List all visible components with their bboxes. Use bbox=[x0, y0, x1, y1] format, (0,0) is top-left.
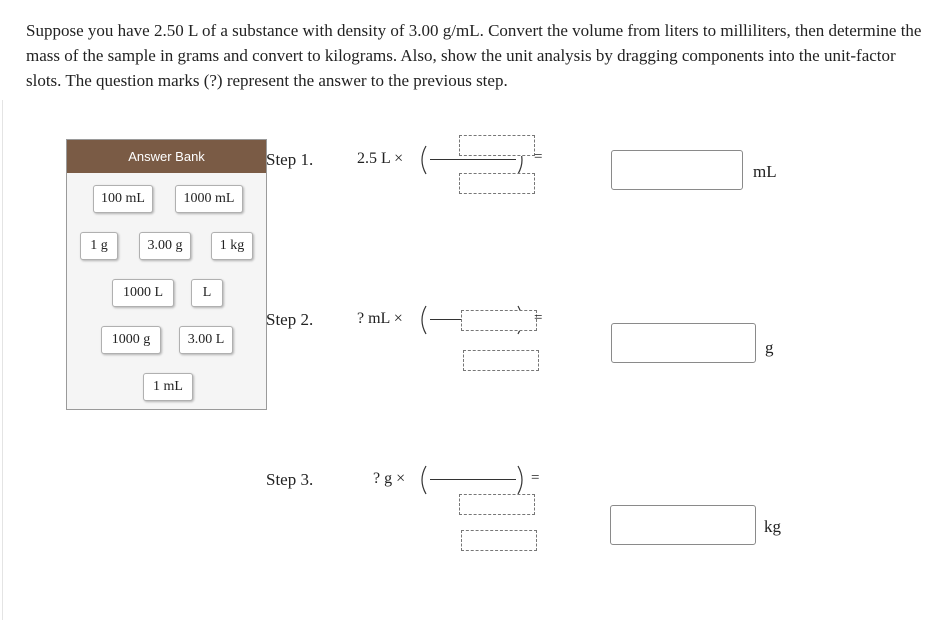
step-1-equals: = bbox=[534, 149, 543, 165]
step-3-fraction-bar bbox=[430, 479, 516, 480]
question-text: Suppose you have 2.50 L of a substance with density of 3.00 g/mL. Convert the volume from liters to milliliters, then determine the mass of the sample in grams and convert to kilograms. Also, show the unit analysis by dragging components into the unit-factor slots. The question marks (?) represent the answer to the previous step. bbox=[26, 21, 922, 90]
step-3-expression: ? g × bbox=[373, 470, 406, 487]
step-1-label: Step 1. bbox=[266, 150, 314, 169]
step-1-left-paren bbox=[417, 145, 429, 175]
chip-1-g[interactable]: 1 g bbox=[80, 232, 118, 260]
step-1-denominator-slot[interactable] bbox=[459, 173, 535, 194]
chip-3-00-l[interactable]: 3.00 L bbox=[179, 326, 233, 354]
step-1-numerator-slot[interactable] bbox=[459, 135, 535, 156]
answer-bank bbox=[66, 139, 267, 410]
step-1-answer-input[interactable] bbox=[611, 150, 743, 190]
chip-1000-l[interactable]: 1000 L bbox=[112, 279, 174, 307]
chip-1000-g[interactable]: 1000 g bbox=[101, 326, 161, 354]
step-2-label: Step 2. bbox=[266, 310, 314, 329]
chip-100-ml[interactable]: 100 mL bbox=[93, 185, 153, 213]
step-2-denominator-slot[interactable] bbox=[463, 350, 539, 371]
step-3-denominator-slot[interactable] bbox=[461, 530, 537, 551]
step-3-equals: = bbox=[531, 470, 540, 486]
step-2-unit: g bbox=[765, 338, 774, 357]
step-2-equals: = bbox=[534, 310, 543, 326]
chip-1000-ml[interactable]: 1000 mL bbox=[175, 185, 243, 213]
step-2-answer-input[interactable] bbox=[611, 323, 756, 363]
answer-bank-title: Answer Bank bbox=[67, 140, 266, 173]
step-3-right-paren bbox=[515, 465, 527, 495]
step-3-unit: kg bbox=[764, 517, 781, 536]
step-3-answer-input[interactable] bbox=[610, 505, 756, 545]
left-divider bbox=[2, 100, 3, 620]
chip-1-kg[interactable]: 1 kg bbox=[211, 232, 253, 260]
step-2-left-paren bbox=[417, 305, 429, 335]
step-3-label: Step 3. bbox=[266, 470, 314, 489]
step-1-fraction-bar bbox=[430, 159, 516, 160]
chip-3-00-g[interactable]: 3.00 g bbox=[139, 232, 191, 260]
step-2-numerator-slot[interactable] bbox=[461, 310, 537, 331]
step-3-numerator-slot[interactable] bbox=[459, 494, 535, 515]
step-3-left-paren bbox=[417, 465, 429, 495]
step-1-unit: mL bbox=[753, 162, 777, 181]
chip-l[interactable]: L bbox=[191, 279, 223, 307]
chip-1-ml[interactable]: 1 mL bbox=[143, 373, 193, 401]
step-1-expression: 2.5 L × bbox=[357, 150, 404, 167]
step-2-expression: ? mL × bbox=[357, 310, 403, 327]
